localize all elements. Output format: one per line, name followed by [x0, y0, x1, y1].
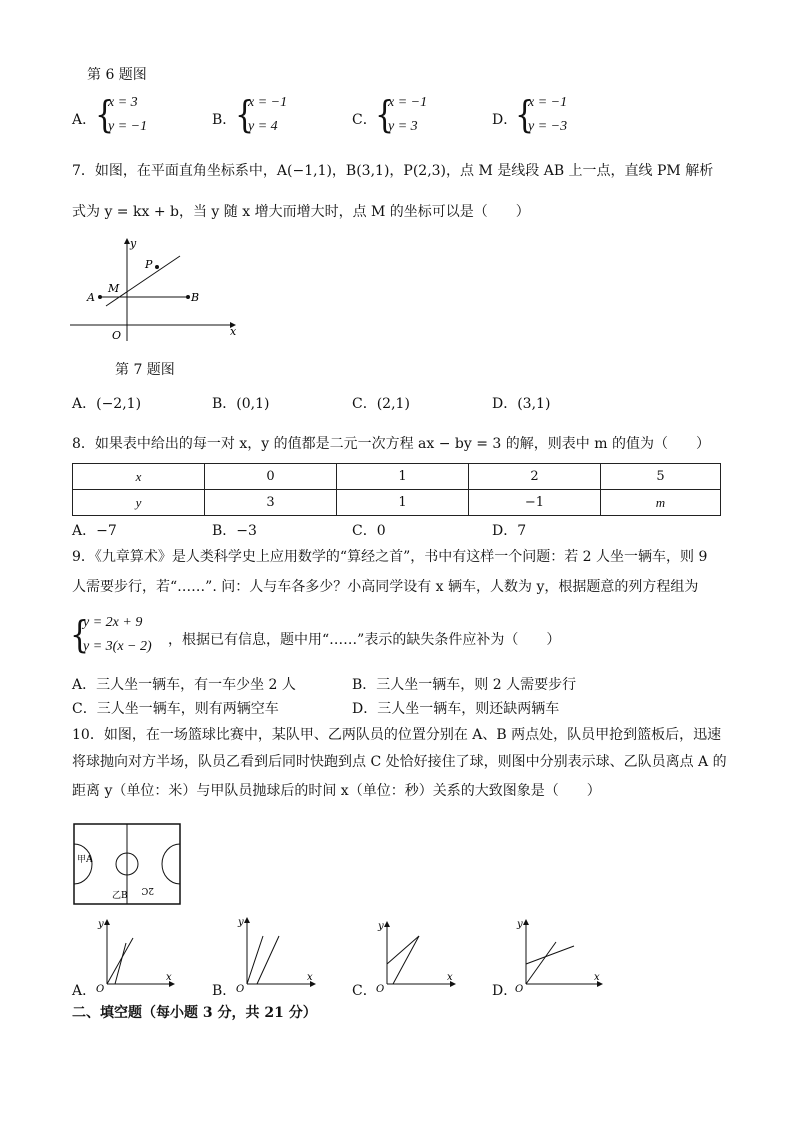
q7-stem-line1: 7．如图，在平面直角坐标系中，A(−1,1)，B(3,1)，P(2,3)，点 M 是线段 AB 上一点，直线 PM 解析: [72, 163, 714, 179]
graph-c: [375, 916, 457, 994]
q7-option-b[interactable]: B．(0,1): [212, 396, 270, 412]
court-label-b: 乙B: [112, 891, 128, 901]
table-cell: 0: [205, 464, 337, 490]
option-letter: C．: [352, 983, 377, 999]
y-axis-label: y: [517, 919, 523, 930]
q10-stem-line1: 10．如图，在一场篮球比赛中，某队甲、乙两队员的位置分别在 A、B 两点处，队员甲抢到篮板后，迅速: [72, 727, 722, 743]
graph-a: [95, 916, 175, 994]
section-2-title: 二、填空题（每小题 3 分，共 21 分）: [72, 1005, 317, 1021]
point-b-label: B: [191, 291, 200, 304]
point-m-label: M: [108, 282, 120, 295]
q8-option-a[interactable]: A．−7: [72, 523, 117, 539]
y-axis-label: y: [130, 237, 137, 250]
q7-option-c[interactable]: C．(2,1): [352, 396, 410, 412]
q9-stem-line3: ，根据已有信息，题中用“……”表示的缺失条件应补为（ ）: [168, 632, 561, 648]
table-cell: 2: [469, 464, 601, 490]
option-letter: B．: [212, 983, 237, 999]
q9-option-c[interactable]: C．三人坐一辆车，则有两辆空车: [72, 701, 279, 717]
court-label-a: 甲A: [77, 855, 93, 865]
table-cell: m: [601, 490, 721, 516]
table-cell: 1: [337, 490, 469, 516]
equation-2: y = −1: [108, 119, 148, 134]
q9-option-d[interactable]: D．三人坐一辆车，则还缺两辆车: [352, 701, 560, 717]
table-cell: 3: [205, 490, 337, 516]
equation-1: x = −1: [528, 95, 568, 110]
table-cell: y: [73, 490, 205, 516]
q7-option-d[interactable]: D．(3,1): [492, 396, 551, 412]
x-axis-label: x: [166, 972, 172, 983]
equation-2: y = 3: [388, 119, 418, 134]
court-label-c: 2C: [141, 885, 154, 895]
point-a-label: A: [87, 291, 95, 304]
q7-caption: 第 7 题图: [115, 362, 175, 378]
equation-1: x = −1: [388, 95, 428, 110]
origin-label: O: [376, 984, 385, 995]
brace-icon: {: [235, 93, 255, 138]
table-row: [73, 464, 721, 490]
option-letter: C．: [352, 112, 377, 128]
q7-coordinate-figure: [70, 236, 240, 346]
brace-icon: {: [515, 93, 535, 138]
q7-option-a[interactable]: A．(−2,1): [72, 396, 142, 412]
brace-icon: {: [375, 93, 395, 138]
q10-stem-line3: 距离 y（单位：米）与甲队员抛球后的时间 x（单位：秒）关系的大致图象是（ ）: [72, 783, 601, 799]
table-cell: 5: [601, 464, 721, 490]
option-letter: A．: [72, 983, 97, 999]
x-axis-label: x: [447, 972, 453, 983]
q9-equation-1: y = 2x + 9: [83, 615, 143, 630]
q6-caption: 第 6 题图: [87, 67, 147, 83]
origin-label: O: [236, 984, 245, 995]
y-axis-label: y: [238, 917, 244, 928]
x-axis-label: x: [230, 325, 237, 338]
equation-2: y = −3: [528, 119, 568, 134]
q9-stem-line2: 人需要步行，若“……”. 问：人与车各多少？小高同学设有 x 辆车，人数为 y，根据题意的列方程组为: [72, 579, 699, 595]
q8-option-d[interactable]: D．7: [492, 523, 527, 539]
q7-stem-line2: 式为 y = kx + b，当 y 随 x 增大而增大时，点 M 的坐标可以是（ ）: [72, 204, 530, 220]
x-axis-label: x: [307, 972, 313, 983]
q9-option-a[interactable]: A．三人坐一辆车，有一车少坐 2 人: [72, 677, 296, 693]
option-letter: D．: [492, 983, 518, 999]
option-letter: D．: [492, 112, 518, 128]
basketball-court-figure: [72, 822, 182, 906]
x-axis-label: x: [594, 972, 600, 983]
option-letter: B．: [212, 112, 237, 128]
q8-value-table: [72, 463, 721, 516]
q10-stem-line2: 将球抛向对方半场，队员乙看到后同时快跑到点 C 处恰好接住了球，则图中分别表示球、乙队员离点 A 的: [72, 754, 727, 770]
origin-label: O: [112, 329, 122, 342]
table-row: [73, 490, 721, 516]
origin-label: O: [515, 984, 524, 995]
q9-stem-line1: 9．《九章算术》是人类科学史上应用数学的“算经之首”，书中有这样一个问题：若 2 人坐一辆车，则 9: [72, 549, 708, 565]
q8-option-c[interactable]: C．0: [352, 523, 386, 539]
origin-label: O: [96, 984, 105, 995]
q9-equation-2: y = 3(x − 2): [83, 639, 152, 654]
q9-option-b[interactable]: B．三人坐一辆车，则 2 人需要步行: [352, 677, 577, 693]
table-cell: 1: [337, 464, 469, 490]
graph-b: [235, 916, 317, 994]
brace-icon: {: [70, 613, 90, 658]
point-p-label: P: [145, 258, 153, 271]
equation-2: y = 4: [248, 119, 278, 134]
brace-icon: {: [95, 93, 115, 138]
graph-d: [512, 916, 604, 994]
equation-1: x = −1: [248, 95, 288, 110]
y-axis-label: y: [98, 919, 104, 930]
table-cell: x: [73, 464, 205, 490]
option-letter: A．: [72, 112, 97, 128]
equation-1: x = 3: [108, 95, 138, 110]
q8-stem: 8．如果表中给出的每一对 x，y 的值都是二元一次方程 ax − by = 3 的解，则表中 m 的值为（ ）: [72, 436, 710, 452]
y-axis-label: y: [378, 921, 384, 932]
table-cell: −1: [469, 490, 601, 516]
q8-option-b[interactable]: B．−3: [212, 523, 257, 539]
